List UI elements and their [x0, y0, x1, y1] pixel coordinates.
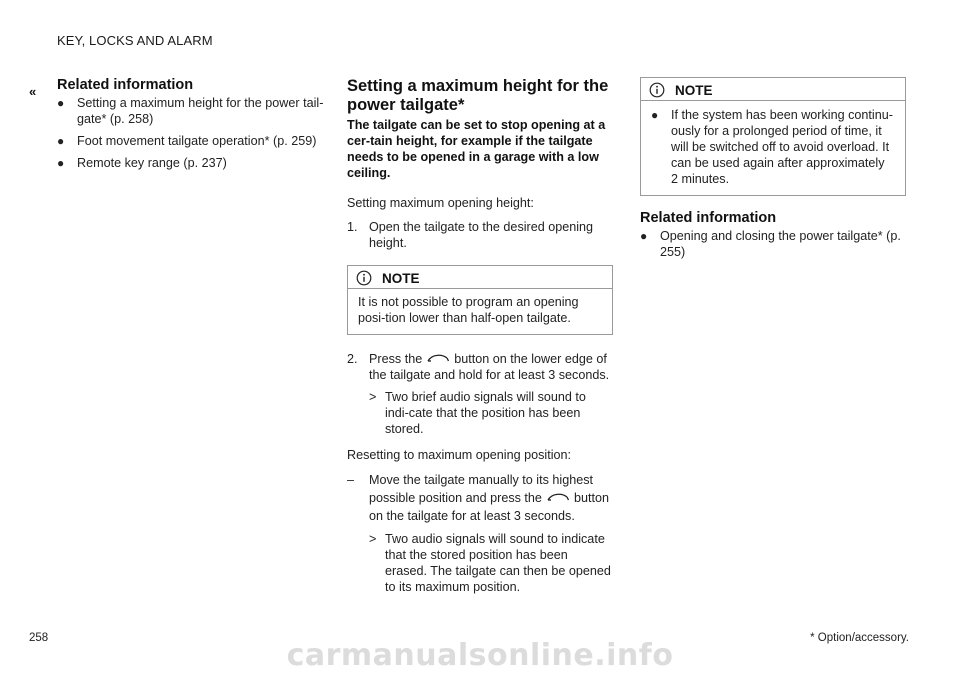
- bullet-icon: ●: [57, 134, 65, 148]
- note-text: It is not possible to program an opening posi-tion lower than half-open tailgate.: [358, 295, 579, 325]
- list-item[interactable]: [57, 155, 327, 171]
- setting-label: Setting maximum opening height:: [347, 196, 534, 210]
- step-text: Open the tailgate to the desired opening height.: [369, 220, 594, 250]
- section-title-line2: power tailgate*: [347, 96, 465, 114]
- related-info-list: [57, 95, 327, 171]
- step-1: [347, 219, 613, 251]
- result-text: Two audio signals will sound to indicate that the stored position has been erased. The tailgate can then be opened to its maximum position.: [385, 532, 611, 594]
- note-list: [651, 107, 895, 187]
- reset-result: [347, 531, 613, 595]
- bullet-icon: ●: [640, 229, 648, 243]
- related-link[interactable]: Setting a maximum height for the power tail-gate* (p. 258): [77, 96, 324, 126]
- note-header: [348, 266, 612, 289]
- middle-column: [347, 77, 613, 595]
- related-info-title: Related information: [640, 210, 777, 226]
- note-label: NOTE: [382, 270, 420, 286]
- related-info-title: Related information: [57, 77, 194, 93]
- related-link[interactable]: Foot movement tailgate operation* (p. 259): [77, 134, 317, 148]
- right-column: [640, 77, 906, 266]
- option-footnote: * Option/accessory.: [810, 632, 909, 644]
- dash-marker: –: [347, 473, 355, 487]
- section-header: KEY, LOCKS AND ALARM: [57, 33, 213, 48]
- list-item[interactable]: [57, 95, 327, 127]
- step-text-pre: Press the: [369, 352, 423, 366]
- bullet-icon: ●: [57, 96, 65, 110]
- left-column: [57, 77, 327, 177]
- section-title-line1: Setting a maximum height for the: [347, 77, 609, 95]
- note-header: [641, 78, 905, 101]
- note-box: [347, 265, 613, 335]
- lead-paragraph: The tailgate can be set to stop opening at a cer-tain height, for example if the tailgate needs to be opened in a garage with a low ceiling.: [347, 118, 606, 180]
- list-item[interactable]: [57, 133, 327, 149]
- related-info-list: [640, 228, 906, 260]
- step-2: [347, 351, 613, 383]
- info-circle-icon: [356, 270, 372, 286]
- result-marker: >: [369, 390, 377, 404]
- bullet-icon: ●: [651, 108, 659, 122]
- reset-label: Resetting to maximum opening position:: [347, 448, 572, 462]
- note-box: [640, 77, 906, 196]
- related-link[interactable]: Remote key range (p. 237): [77, 156, 227, 170]
- note-text: If the system has been working continu-ously for a prolonged period of time, it will be switched off to avoid overload. It can be used again after approximately 2 minutes.: [671, 108, 893, 186]
- list-item[interactable]: [640, 228, 906, 260]
- section-title: [347, 77, 613, 115]
- note-body: [641, 101, 905, 195]
- step-text-pre: Move the tailgate manually to its highest possible position and press the: [369, 473, 594, 505]
- tailgate-button-icon: [426, 353, 450, 364]
- related-link[interactable]: Opening and closing the power tailgate* (p. 255): [660, 229, 901, 259]
- reset-step: [347, 471, 613, 525]
- step-number: 2.: [347, 352, 358, 366]
- step-text-post: button on the lower edge of the tailgate and hold for at least 3 seconds.: [369, 352, 610, 382]
- step-2-result: [347, 389, 613, 437]
- tailgate-button-icon: [546, 492, 570, 503]
- bullet-icon: ●: [57, 156, 65, 170]
- list-item: [651, 107, 895, 187]
- back-chevron-icon[interactable]: «: [29, 84, 34, 99]
- info-circle-icon: [649, 82, 665, 98]
- note-label: NOTE: [675, 82, 713, 98]
- page-number: 258: [29, 632, 49, 644]
- result-text: Two brief audio signals will sound to indi-cate that the position has been stored.: [385, 390, 586, 436]
- result-marker: >: [369, 532, 377, 546]
- step-text-post: button on the tailgate for at least 3 seconds.: [369, 491, 609, 523]
- watermark: carmanualsonline.info: [286, 638, 674, 673]
- step-number: 1.: [347, 220, 358, 234]
